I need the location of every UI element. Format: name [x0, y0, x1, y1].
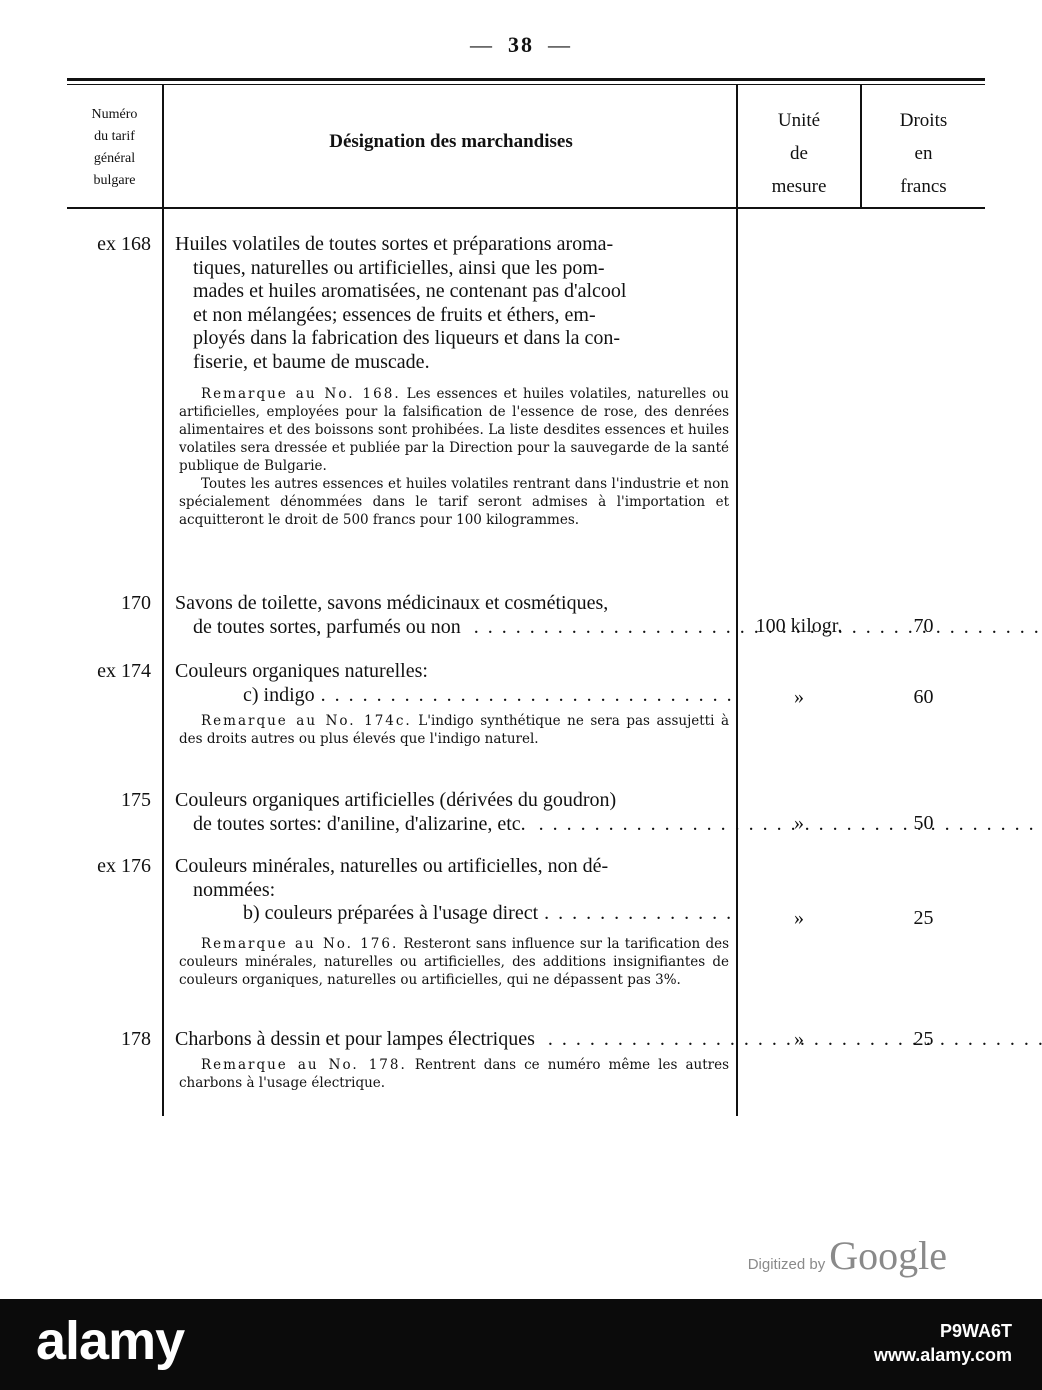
duty-value: 25: [913, 1028, 934, 1050]
header-unit: Unité de mesure: [771, 110, 827, 197]
column-divider-number: [162, 84, 164, 1116]
header-duty: Droits en francs: [899, 110, 948, 197]
remark-168: Remarque au No. 168. Les essences et huiles volatiles, naturelles ou artificielles, employées pour la falsification de l'essence de rose, des denrées alimentaires et des boissons sont prohibées. La liste desdites essences et huiles volatiles sera dressée et publiée par la Direction pour la sauvegarde de la santé publique de Bulgarie. Toutes les autres essences et huiles volatiles rentrant dans l'industrie et non spécialement dénommées dans le tarif seront admises à l'importation et acquitteront le droit de 500 francs pour 100 kilogrammes.: [179, 386, 729, 528]
digitized-by-google-stamp: Digitized by Google: [747, 1233, 947, 1278]
watermark-id: P9WA6T www.alamy.com: [873, 1321, 1012, 1365]
tariff-number: 178: [121, 1028, 151, 1050]
remark-174: Remarque au No. 174c. L'indigo synthétique ne sera pas assujetti à des droits autres ou plus élevés que l'indigo naturel.: [179, 713, 729, 747]
unit-value: »: [794, 907, 804, 929]
entry-description: Savons de toilette, savons médicinaux et cosmétiques, de toutes sortes, parfumés ou non . . .: [175, 592, 733, 639]
alamy-logo: alamy: [36, 1311, 185, 1371]
duty-value: 60: [913, 686, 934, 708]
tariff-number: 170: [121, 592, 151, 614]
duty-value: 50: [913, 812, 934, 834]
header-designation: Désignation des marchandises: [329, 131, 573, 152]
tariff-number: ex 168: [97, 233, 151, 255]
unit-value: »: [794, 812, 804, 834]
unit-value: 100 kilogr.: [755, 615, 843, 637]
unit-value: »: [794, 686, 804, 708]
duty-value: 25: [913, 907, 934, 929]
tariff-number: ex 176: [97, 855, 151, 877]
tariff-number: 175: [121, 789, 151, 811]
header-bottom-rule: [67, 207, 985, 209]
google-logo: Google: [829, 1233, 947, 1278]
page-number: — 38 —: [470, 32, 572, 57]
table-top-rule: [67, 78, 985, 81]
unit-value: »: [794, 1028, 804, 1050]
remark-176: Remarque au No. 176. Resteront sans influence sur la tarification des couleurs minérales, naturelles ou artificielles, des additions insignifiantes de couleurs organiques, naturelles ou artificielles, qui ne dépassent pas 3%.: [179, 936, 729, 988]
table-top-rule-thin: [67, 84, 985, 85]
column-divider-designation: [736, 84, 738, 1116]
duty-value: 70: [913, 615, 934, 637]
entry-description: Couleurs organiques naturelles: c) indigo . . .: [175, 660, 733, 707]
tariff-number: ex 174: [97, 660, 151, 682]
entry-description: Couleurs minérales, naturelles ou artificielles, non dé- nommées: b) couleurs préparées à l'usage direct . . .: [175, 855, 733, 926]
entry-description: Couleurs organiques artificielles (dérivées du goudron) de toutes sortes: d'aniline, d'alizarine, etc. . . .: [175, 789, 733, 836]
entry-description: Charbons à dessin et pour lampes électriques . . .: [175, 1028, 733, 1052]
entry-description: Huiles volatiles de toutes sortes et préparations aroma- tiques, naturelles ou artificielles, ainsi que les pom- mades et huiles aromatisées, ne contenant pas d'alcool et non mélangées; essences de fruits et éthers, em- ployés dans la fabrication des liqueurs et dans la con- fiserie, et baume de muscade.: [175, 233, 627, 373]
remark-178: Remarque au No. 178. Rentrent dans ce numéro même les autres charbons à l'usage électrique.: [179, 1057, 729, 1091]
header-number: Numéro du tarif général bulgare: [91, 107, 138, 188]
